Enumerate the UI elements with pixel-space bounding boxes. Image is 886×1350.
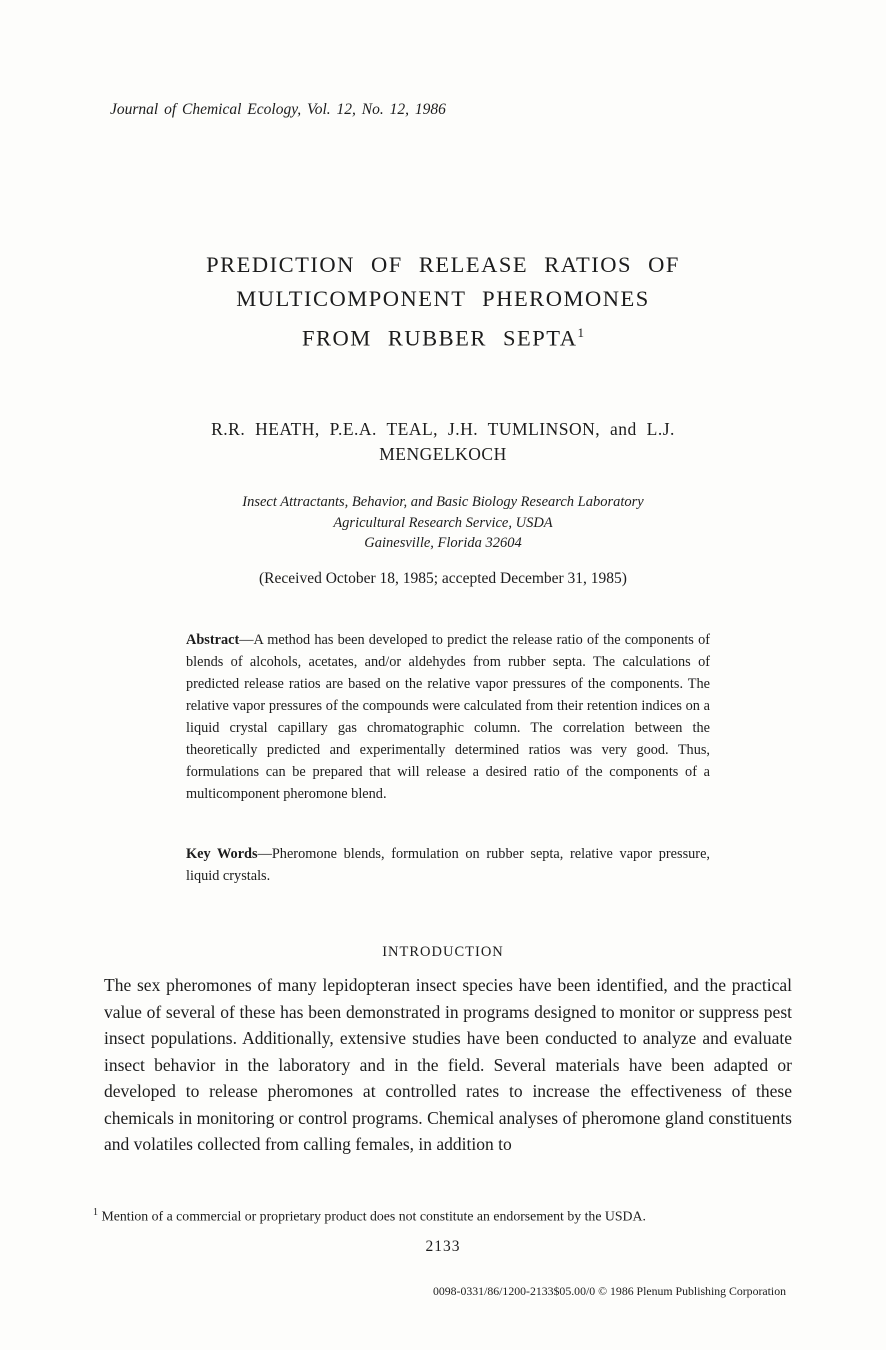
- footnote: [93, 1203, 795, 1226]
- affiliation-line-2: Agricultural Research Service, USDA: [333, 514, 553, 531]
- article-title: [0, 248, 886, 356]
- copyright-issn-line: 0098-0331/86/1200-2133$05.00/0 © 1986 Plenum Publishing Corporation: [432, 1284, 786, 1298]
- keywords-label: Key Words: [186, 846, 258, 862]
- section-heading-introduction: INTRODUCTION: [382, 944, 504, 960]
- received-accepted-line: (Received October 18, 1985; accepted December 31, 1985): [259, 570, 627, 587]
- abstract-label: Abstract: [186, 632, 240, 648]
- authors-line-2: MENGELKOCH: [379, 444, 507, 464]
- keywords-text: —Pheromone blends, formulation on rubber septa, relative vapor pressure, liquid crystals.: [186, 846, 710, 884]
- abstract-text: —A method has been developed to predict the release ratio of the components of blends of alcohols, acetates, and/or aldehydes from rubber septa. The calculations of predicted release ratios are based on the relative vapor pressures of the components. The relative vapor pressures of the compounds were calculated from their retention indices on a liquid crystal capillary gas chromatographic column. The correlation between the theoretically predicted and experimentally determined ratios was very good. Thus, formulations can be prepared that will release a desired ratio of the components of a multicomponent pheromone blend.: [186, 632, 710, 802]
- page-number: 2133: [425, 1238, 461, 1255]
- article-title-line-3-text: FROM RUBBER SEPTA: [301, 325, 578, 351]
- affiliation-line-1: Insect Attractants, Behavior, and Basic Biology Research Laboratory: [242, 494, 644, 510]
- article-title-line-3: [0, 316, 886, 356]
- keywords: [186, 843, 710, 887]
- footnote-text: Mention of a commercial or proprietary product does not constitute an endorsement by the USDA.: [101, 1208, 646, 1224]
- affiliation-line-3: Gainesville, Florida 32604: [364, 535, 522, 551]
- title-footnote-marker: 1: [577, 325, 584, 340]
- footnote-marker: 1: [93, 1207, 98, 1218]
- affiliation: [0, 492, 886, 554]
- article-title-line-1: PREDICTION OF RELEASE RATIOS OF: [206, 252, 680, 277]
- authors: [0, 417, 886, 467]
- journal-header: Journal of Chemical Ecology, Vol. 12, No. 12, 1986: [110, 101, 446, 118]
- introduction-paragraph: The sex pheromones of many lepidopteran insect species have been identified, and the practical value of several of these has been demonstrated in programs designed to monitor or suppress pest insect populations. Additionally, extensive studies have been conducted to analyze and evaluate insect behavior in the laboratory and in the field. Several materials have been adapted or developed to release pheromones at controlled rates to increase the effectiveness of these chemicals in monitoring or control programs. Chemical analyses of pheromone gland constituents and volatiles collected from calling females, in addition to: [104, 975, 792, 1154]
- authors-line-1: R.R. HEATH, P.E.A. TEAL, J.H. TUMLINSON, and L.J.: [211, 419, 675, 439]
- article-title-line-2: MULTICOMPONENT PHEROMONES: [236, 286, 650, 311]
- abstract: [186, 629, 710, 805]
